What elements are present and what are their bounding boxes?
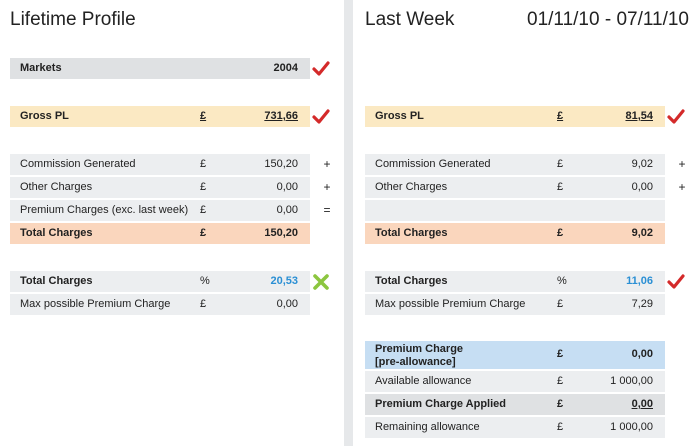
commission-value: 9,02 (631, 158, 653, 170)
premium-pre-allowance-row (365, 341, 665, 369)
other-charges-currency: £ (200, 181, 207, 193)
total-charges-pct-label: Total Charges (375, 275, 448, 287)
max-premium-currency: £ (557, 298, 564, 310)
empty-row (365, 200, 665, 221)
commission-row (365, 154, 665, 175)
premium-pre-label-line1: Premium Charge (375, 343, 464, 355)
max-premium-value: 7,29 (631, 298, 653, 310)
last-week-title: Last Week (365, 9, 455, 30)
check-icon (666, 272, 686, 292)
total-charges-pct-unit: % (557, 275, 567, 287)
premium-pre-label-line2: [pre-allowance] (375, 356, 456, 368)
total-charges-currency: £ (200, 227, 207, 239)
max-premium-label: Max possible Premium Charge (20, 298, 171, 310)
premium-applied-currency: £ (557, 398, 564, 410)
total-charges-row (365, 223, 665, 244)
total-charges-label: Total Charges (20, 227, 93, 239)
total-charges-currency: £ (557, 227, 564, 239)
lifetime-profile-title: Lifetime Profile (10, 9, 136, 30)
plus-operator: + (678, 180, 686, 194)
total-charges-pct-value: 11,06 (626, 275, 653, 287)
other-charges-row (365, 177, 665, 198)
other-charges-label: Other Charges (375, 181, 448, 193)
remaining-allowance-value: 1 000,00 (610, 421, 653, 433)
total-charges-value: 9,02 (631, 227, 653, 239)
max-premium-label: Max possible Premium Charge (375, 298, 526, 310)
available-allowance-row (365, 371, 665, 392)
max-premium-currency: £ (200, 298, 207, 310)
remaining-allowance-label: Remaining allowance (375, 421, 480, 433)
total-charges-pct-row (10, 271, 310, 292)
other-charges-currency: £ (557, 181, 564, 193)
max-premium-row (365, 294, 665, 315)
gross-pl-currency: £ (200, 110, 207, 122)
premium-charges-value: 0,00 (276, 204, 298, 216)
cross-icon (311, 272, 331, 292)
max-premium-value: 0,00 (276, 298, 298, 310)
markets-label: Markets (20, 62, 62, 74)
last-week-panel (354, 0, 697, 446)
commission-value: 150,20 (264, 158, 298, 170)
premium-charges-currency: £ (200, 204, 207, 216)
other-charges-label: Other Charges (20, 181, 93, 193)
total-charges-value: 150,20 (264, 227, 298, 239)
check-icon (311, 107, 331, 127)
max-premium-row (10, 294, 310, 315)
remaining-allowance-currency: £ (557, 421, 564, 433)
gross-pl-row (365, 106, 665, 127)
available-allowance-currency: £ (557, 375, 564, 387)
plus-operator: + (323, 180, 331, 194)
commission-label: Commission Generated (20, 158, 136, 170)
gross-pl-value: 731,66 (264, 110, 298, 122)
check-icon (311, 59, 331, 79)
plus-operator: + (678, 157, 686, 171)
total-charges-pct-label: Total Charges (20, 275, 93, 287)
premium-pre-value: 0,00 (631, 348, 653, 360)
markets-value: 2004 (273, 62, 298, 74)
premium-pre-currency: £ (557, 348, 564, 360)
check-icon (666, 107, 686, 127)
lifetime-profile-panel (0, 0, 343, 446)
remaining-allowance-row (365, 417, 665, 438)
gross-pl-label: Gross PL (20, 110, 69, 122)
commission-currency: £ (200, 158, 207, 170)
plus-operator: + (323, 157, 331, 171)
date-range: 01/11/10 - 07/11/10 (527, 9, 689, 30)
gross-pl-label: Gross PL (375, 110, 424, 122)
premium-applied-row (365, 394, 665, 415)
total-charges-pct-value: 20,53 (270, 275, 298, 287)
equals-operator: = (323, 203, 331, 217)
available-allowance-label: Available allowance (375, 375, 472, 387)
premium-applied-label: Premium Charge Applied (375, 398, 507, 410)
gross-pl-row (10, 106, 310, 127)
commission-currency: £ (557, 158, 564, 170)
panel-divider (344, 0, 353, 446)
premium-charges-label: Premium Charges (exc. last week) (20, 204, 189, 216)
commission-row (10, 154, 310, 175)
gross-pl-currency: £ (557, 110, 564, 122)
total-charges-label: Total Charges (375, 227, 448, 239)
gross-pl-value: 81,54 (625, 110, 653, 122)
total-charges-pct-row (365, 271, 665, 292)
other-charges-value: 0,00 (276, 181, 298, 193)
total-charges-row (10, 223, 310, 244)
total-charges-pct-unit: % (200, 275, 210, 287)
available-allowance-value: 1 000,00 (610, 375, 653, 387)
other-charges-row (10, 177, 310, 198)
premium-applied-value: 0,00 (631, 398, 653, 410)
markets-row (10, 58, 310, 79)
premium-charges-row (10, 200, 310, 221)
other-charges-value: 0,00 (631, 181, 653, 193)
commission-label: Commission Generated (375, 158, 491, 170)
